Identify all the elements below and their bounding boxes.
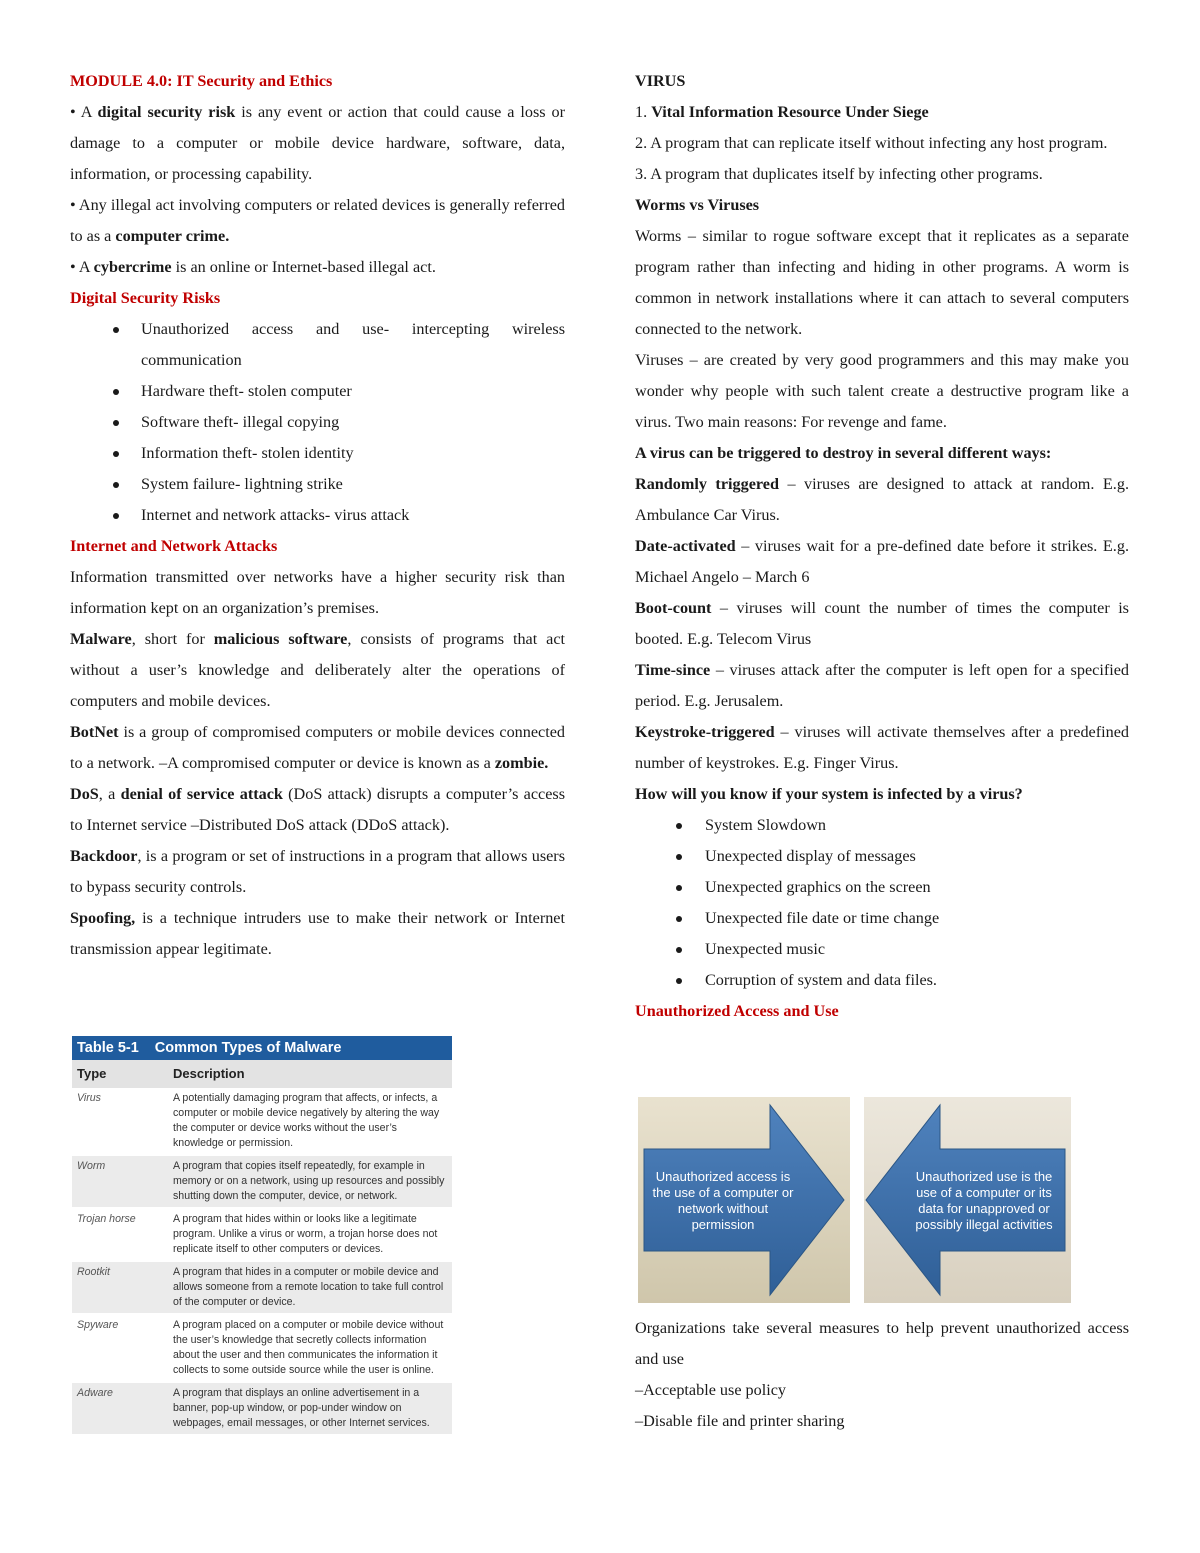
table-row <box>72 1383 452 1436</box>
heading-virus: VIRUS <box>635 72 686 90</box>
cell-type: Virus <box>77 1092 101 1104</box>
paragraph-botnet: BotNet is a group of compromised computers or mobile devices connected to a network. –A compromised computer or device is known as a zombie. <box>70 723 565 772</box>
list-item: Unauthorized access and use- intercepting wireless communication <box>70 314 565 376</box>
cell-type: Worm <box>77 1160 106 1172</box>
paragraph-worms: Worms – similar to rogue software except that it replicates as a separate program rather than infecting and hiding in other programs. A worm is common in network installations where it can attach to several computers connected to the network. <box>635 227 1129 338</box>
bullet-icon <box>113 451 119 457</box>
heading-digital-security-risks: Digital Security Risks <box>70 289 221 307</box>
unauthorized-access-diagram <box>638 1097 850 1303</box>
cell-description: A program placed on a computer or mobile device without the user’s knowledge that secretly collects information about the user and then communicates the information it collects to some outside source while the user is online. <box>173 1319 444 1376</box>
bullet-icon <box>676 885 682 891</box>
bullet-icon <box>113 327 119 333</box>
cell-description: A potentially damaging program that affects, or infects, a computer or mobile device negatively by altering the way the computer or device works without the user’s knowledge or permission. <box>173 1092 440 1149</box>
list-item: Hardware theft- stolen computer <box>70 376 565 407</box>
bullet-icon <box>676 854 682 860</box>
bullet-icon <box>676 947 682 953</box>
table-row <box>72 1156 452 1209</box>
measure-disable-sharing: –Disable file and printer sharing <box>635 1412 845 1430</box>
list-item: Software theft- illegal copying <box>70 407 565 438</box>
table-row <box>72 1209 452 1262</box>
list-item: System Slowdown <box>635 810 1129 841</box>
trigger-date: Date-activated – viruses wait for a pre-defined date before it strikes. E.g. Michael Angelo – March 6 <box>635 537 1129 586</box>
table-row <box>72 1315 452 1383</box>
module-title: MODULE 4.0: IT Security and Ethics <box>70 72 333 90</box>
table-title: Common Types of Malware <box>154 1040 342 1056</box>
bullet-icon <box>676 978 682 984</box>
list-item: Internet and network attacks- virus attack <box>70 500 565 531</box>
list-item: Unexpected music <box>635 934 1129 965</box>
right-column <box>635 66 1129 1027</box>
cell-type: Rootkit <box>77 1266 110 1278</box>
paragraph-information-transmitted: Information transmitted over networks have a higher security risk than information kept on an organization’s premises. <box>70 568 565 617</box>
table-row <box>72 1262 452 1315</box>
right-column-bottom <box>635 1313 1129 1437</box>
bullet-icon <box>113 420 119 426</box>
symptoms-list <box>635 810 1129 996</box>
heading-virus-triggers: A virus can be triggered to destroy in several different ways: <box>635 444 1052 462</box>
heading-worms-vs-viruses: Worms vs Viruses <box>635 196 760 214</box>
paragraph-viruses: Viruses – are created by very good programmers and this may make you wonder why people with such talent create a destructive program like a virus. Two main reasons: For revenge and fame. <box>635 351 1129 431</box>
left-column <box>70 66 565 965</box>
trigger-random: Randomly triggered – viruses are designed to attack at random. E.g. Ambulance Car Virus. <box>635 475 1129 524</box>
paragraph-backdoor: Backdoor, is a program or set of instructions in a program that allows users to bypass security controls. <box>70 847 565 896</box>
virus-definition-2: 2. A program that can replicate itself without infecting any host program. <box>635 134 1108 152</box>
virus-definition-3: 3. A program that duplicates itself by infecting other programs. <box>635 165 1043 183</box>
cell-type: Spyware <box>77 1319 119 1331</box>
list-item: Unexpected graphics on the screen <box>635 872 1129 903</box>
bullet-icon <box>113 389 119 395</box>
heading-unauthorized-access: Unauthorized Access and Use <box>635 1002 839 1020</box>
risks-list <box>70 314 565 531</box>
paragraph-organizations: Organizations take several measures to help prevent unauthorized access and use <box>635 1319 1129 1368</box>
table-row <box>72 1088 452 1156</box>
paragraph-spoofing: Spoofing, is a technique intruders use to make their network or Internet transmission appear legitimate. <box>70 909 565 958</box>
list-item: System failure- lightning strike <box>70 469 565 500</box>
list-item: Information theft- stolen identity <box>70 438 565 469</box>
arrow-right-text: Unauthorized use is the use of a computer or its data for unapproved or possibly illegal activities <box>915 1169 1053 1232</box>
malware-table <box>72 1036 452 1429</box>
cell-description: A program that displays an online advertisement in a banner, pop-up window, or pop-under window on webpages, email messages, or other Internet services. <box>173 1387 430 1429</box>
list-item: Unexpected file date or time change <box>635 903 1129 934</box>
table-label: Table 5-1 <box>77 1040 139 1056</box>
cell-type: Trojan horse <box>77 1213 136 1225</box>
trigger-time-since: Time-since – viruses attack after the computer is left open for a specified period. E.g. Jerusalem. <box>635 661 1129 710</box>
column-header-description: Description <box>173 1066 245 1081</box>
virus-definition-1: 1. Vital Information Resource Under Siege <box>635 103 929 121</box>
bullet-icon <box>676 823 682 829</box>
column-header-type: Type <box>77 1066 107 1081</box>
list-item: Unexpected display of messages <box>635 841 1129 872</box>
arrow-left-text: Unauthorized access is the use of a computer or network without permission <box>652 1169 794 1232</box>
paragraph-cybercrime: • A cybercrime is an online or Internet-based illegal act. <box>70 258 436 276</box>
bullet-icon <box>676 916 682 922</box>
list-item: Corruption of system and data files. <box>635 965 1129 996</box>
table-title-bar <box>72 1036 452 1060</box>
table-header-row <box>72 1060 452 1088</box>
paragraph-computer-crime: • Any illegal act involving computers or related devices is generally referred to as a computer crime. <box>70 196 565 245</box>
bullet-icon <box>113 513 119 519</box>
trigger-boot-count: Boot-count – viruses will count the number of times the computer is booted. E.g. Telecom Virus <box>635 599 1129 648</box>
heading-internet-network-attacks: Internet and Network Attacks <box>70 537 278 555</box>
heading-infected: How will you know if your system is infected by a virus? <box>635 785 1023 803</box>
trigger-keystroke: Keystroke-triggered – viruses will activate themselves after a predefined number of keystrokes. E.g. Finger Virus. <box>635 723 1129 772</box>
cell-description: A program that copies itself repeatedly, for example in memory or on a network, using up resources and possibly shutting down the computer, device, or network. <box>173 1160 445 1202</box>
paragraph-dos: DoS, a denial of service attack (DoS attack) disrupts a computer’s access to Internet service –Distributed DoS attack (DDoS attack). <box>70 785 566 834</box>
paragraph-digital-security-risk: • A digital security risk is any event or action that could cause a loss or damage to a computer or mobile device hardware, software, data, information, or processing capability. <box>70 103 566 183</box>
cell-type: Adware <box>77 1387 113 1399</box>
cell-description: A program that hides in a computer or mobile device and allows someone from a remote location to take full control of the computer or device. <box>173 1266 444 1308</box>
measure-acceptable-use: –Acceptable use policy <box>635 1381 787 1399</box>
bullet-icon <box>113 482 119 488</box>
paragraph-malware: Malware, short for malicious software, consists of programs that act without a user’s knowledge and deliberately alter the operations of computers and mobile devices. <box>70 630 566 710</box>
cell-description: A program that hides within or looks like a legitimate program. Unlike a virus or worm, a trojan horse does not replicate itself to other computers or devices. <box>173 1213 438 1255</box>
unauthorized-use-diagram <box>864 1097 1071 1303</box>
